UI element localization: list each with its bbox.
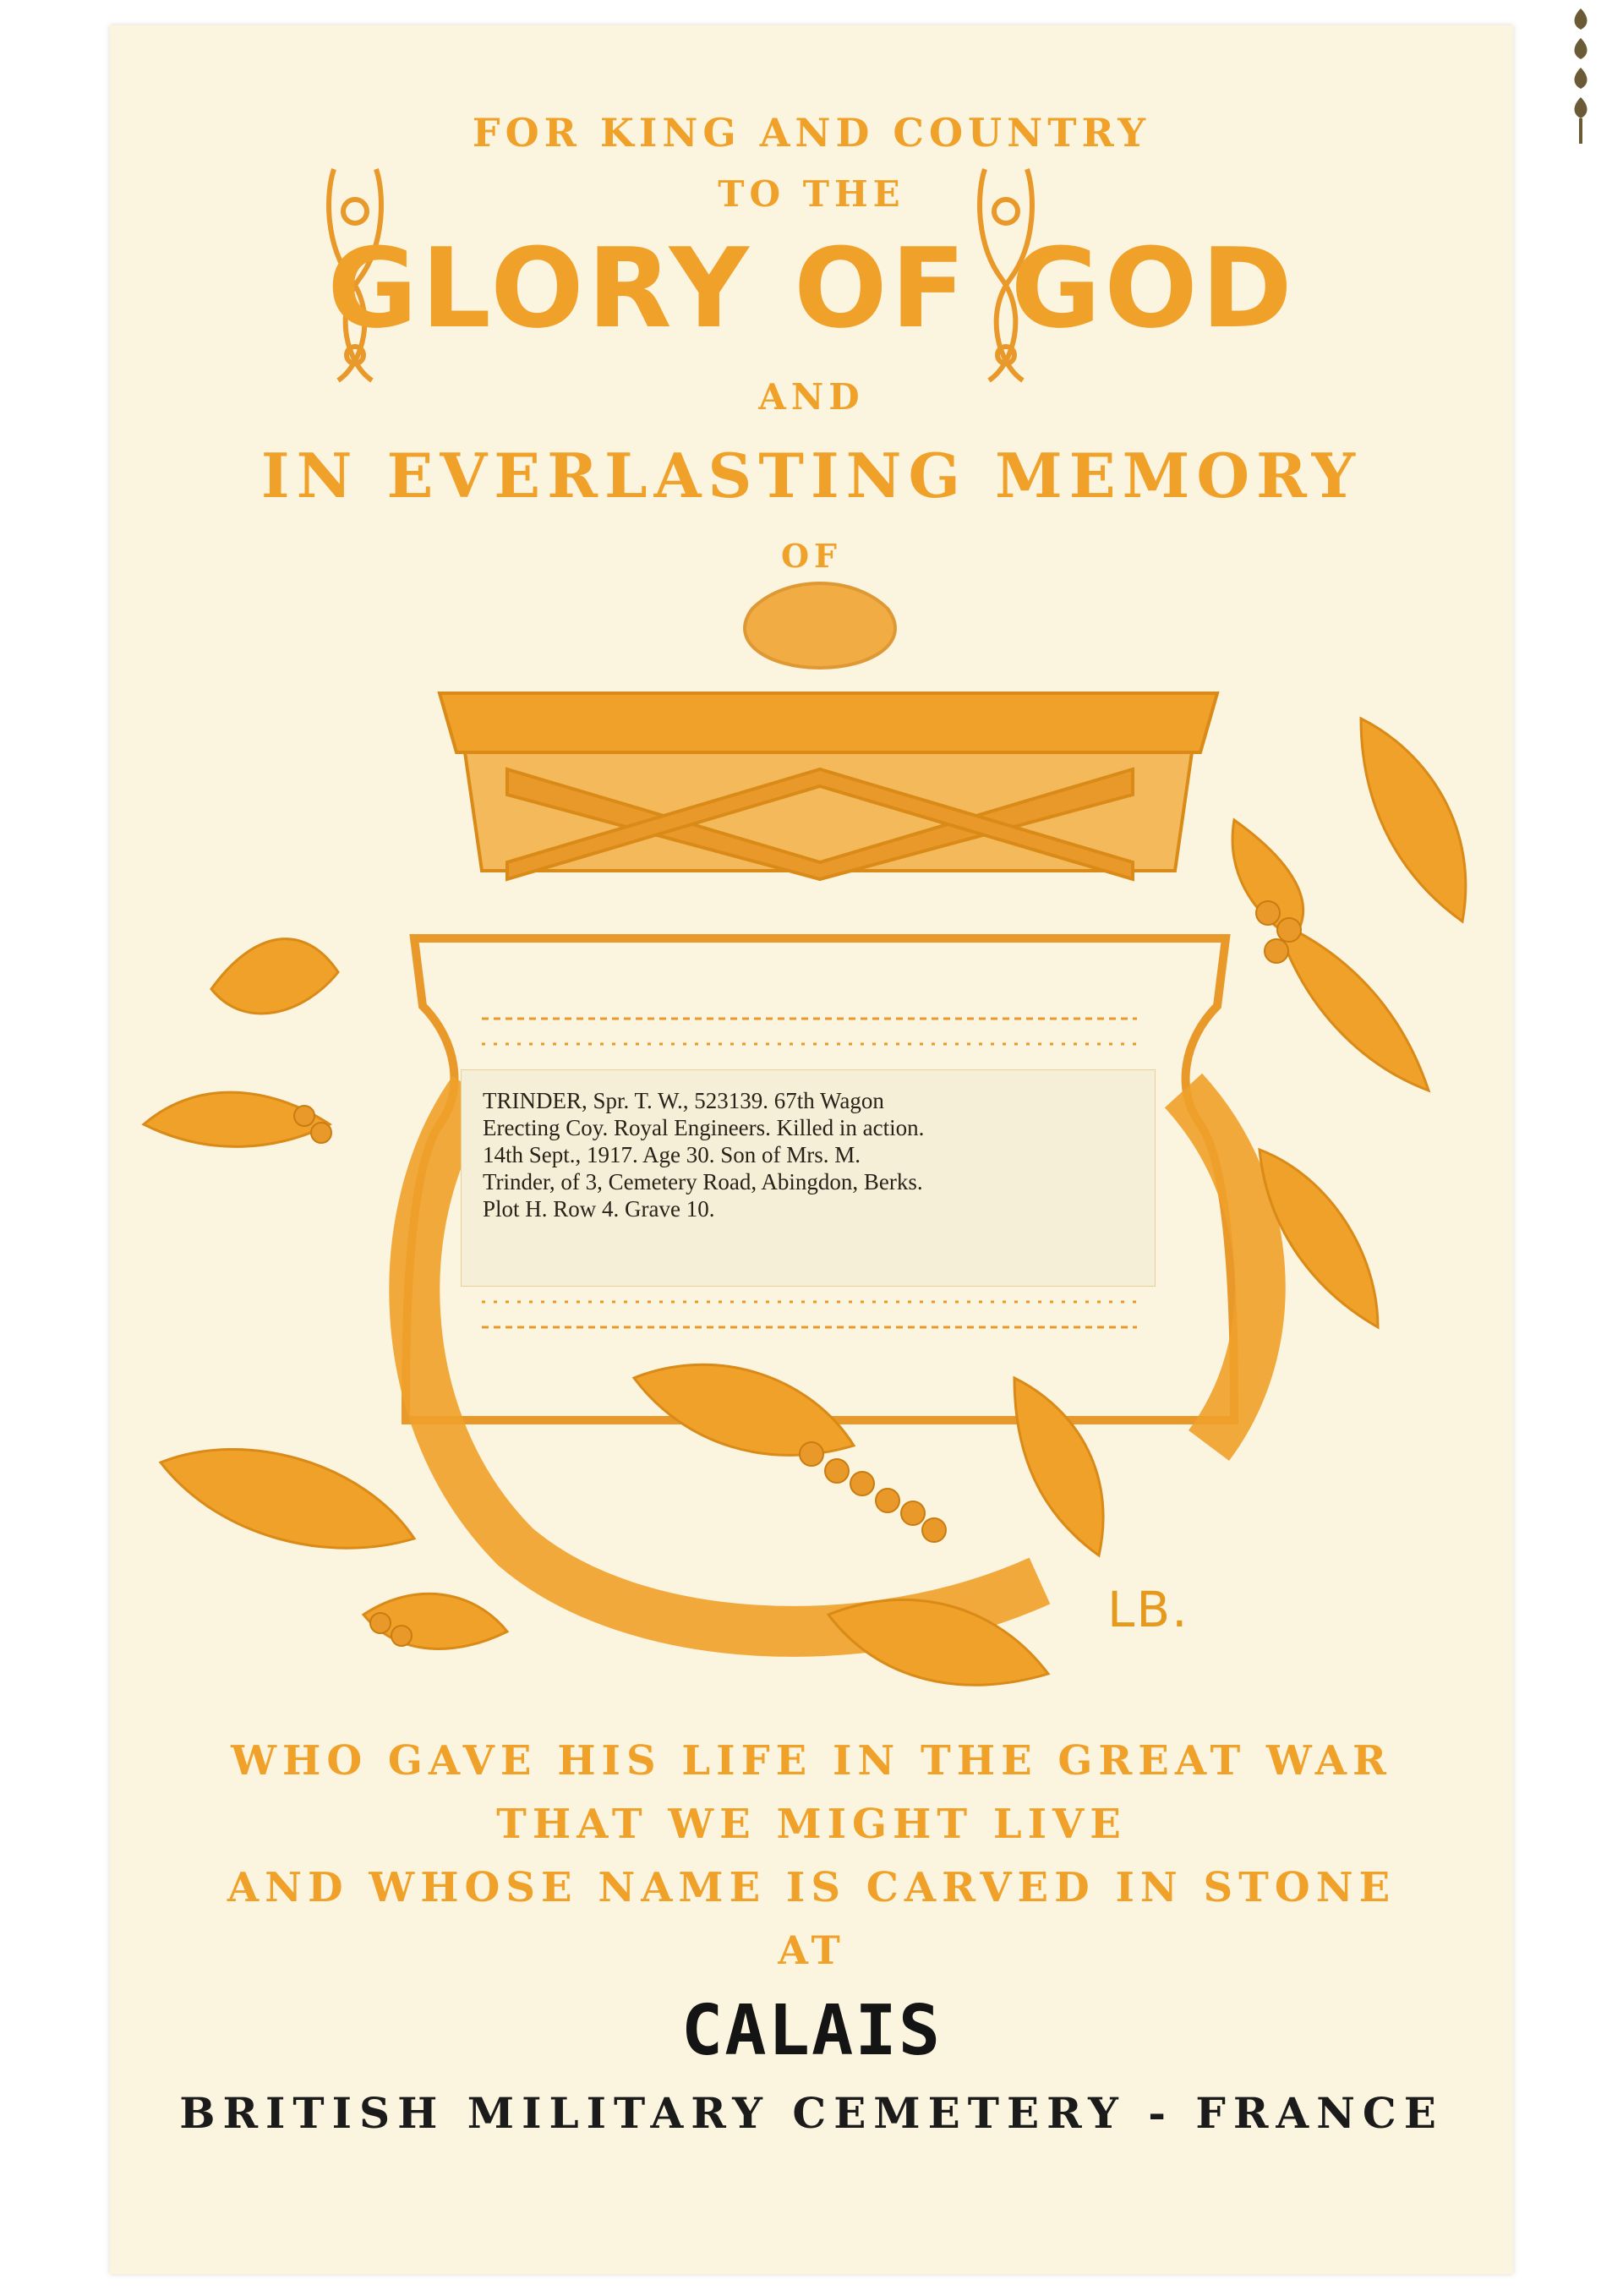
header-line-5: IN EVERLASTING MEMORY	[260, 440, 1363, 511]
header-line-6: OF	[780, 537, 843, 575]
inscription-line: 14th Sept., 1917. Age 30. Son of Mrs. M.	[483, 1142, 861, 1167]
header-line-2: TO THE	[718, 173, 905, 215]
page-title: GLORY OF GOD	[327, 224, 1296, 353]
inscription-line: Erecting Coy. Royal Engineers. Killed in action.	[483, 1115, 925, 1140]
inscription-plaque	[461, 1069, 1156, 1287]
artist-monogram: LB.	[1107, 1581, 1189, 1638]
inscription-text	[483, 1087, 1142, 1222]
footer-line-3: AND WHOSE NAME IS CARVED IN STONE	[227, 1864, 1396, 1911]
inscription-line: Plot H. Row 4. Grave 10.	[483, 1196, 715, 1222]
place-name: CALAIS	[680, 1991, 943, 2071]
inscription-line: TRINDER, Spr. T. W., 523139. 67th Wagon	[483, 1088, 884, 1113]
inscription-line: Trinder, of 3, Cemetery Road, Abingdon, Berks.	[483, 1169, 923, 1194]
memorial-sheet	[110, 25, 1513, 2274]
header-line-1: FOR KING AND COUNTRY	[472, 110, 1151, 156]
footer-line-4: AT	[778, 1927, 845, 1973]
footer-line-2: THAT WE MIGHT LIVE	[496, 1801, 1127, 1848]
header-line-4: AND	[758, 376, 865, 418]
footer-line-1: WHO GAVE HIS LIFE IN THE GREAT WAR	[231, 1737, 1392, 1785]
cemetery-name: BRITISH MILITARY CEMETERY - FRANCE	[179, 2088, 1444, 2138]
laurel-icon	[1564, 0, 1598, 152]
